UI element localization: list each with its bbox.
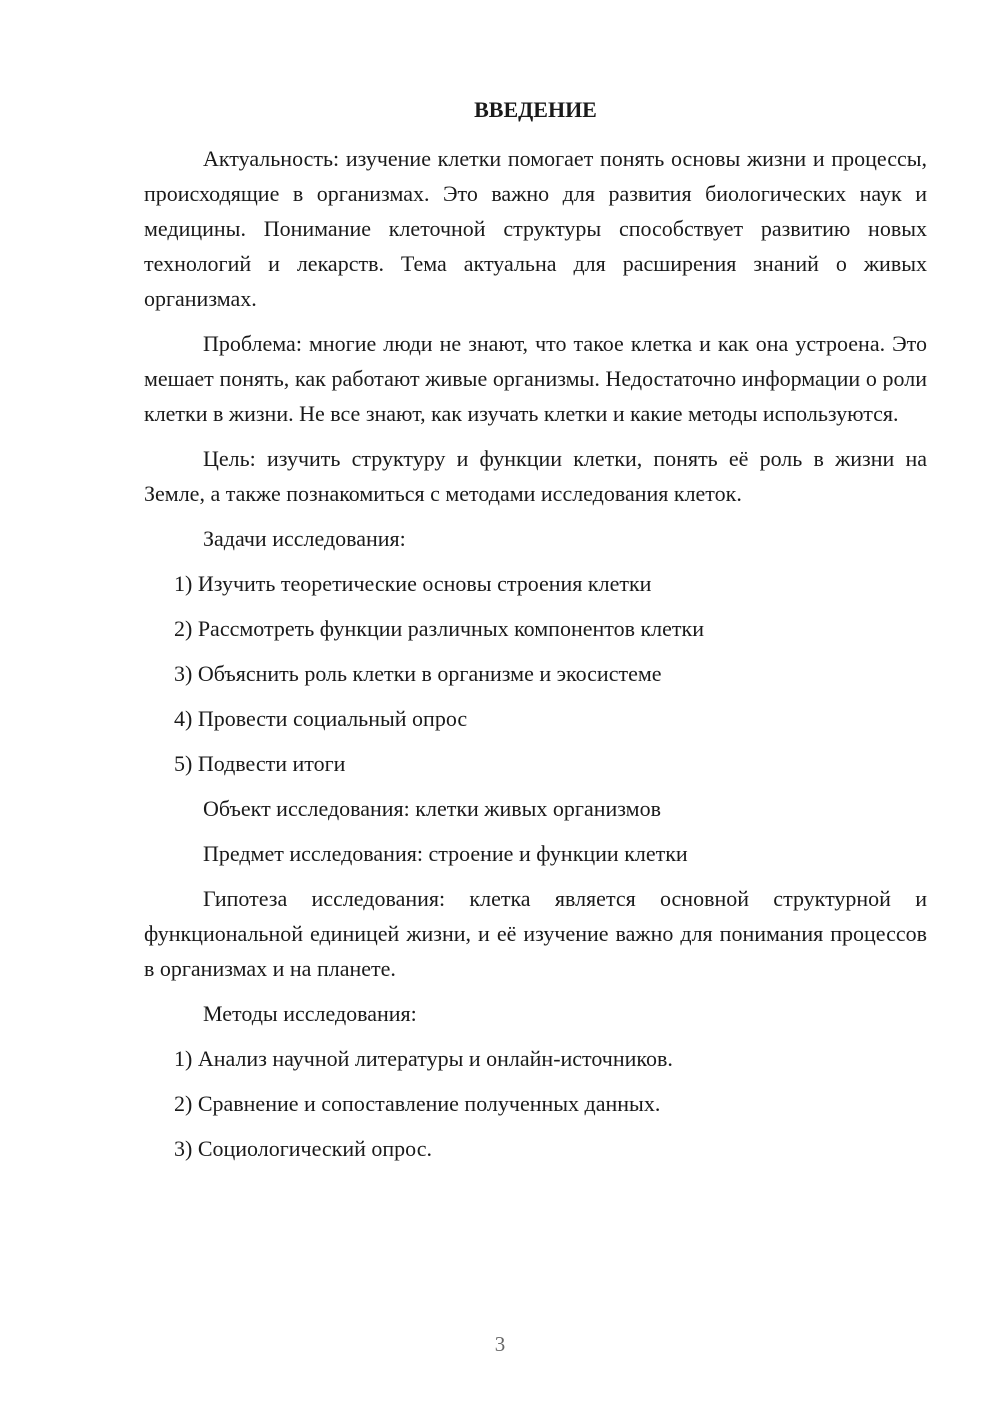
task-item: 1) Изучить теоретические основы строения клетки <box>174 571 652 596</box>
task-item: 3) Объяснить роль клетки в организме и экосистеме <box>174 661 662 686</box>
relevance-paragraph: Актуальность: изучение клетки помогает понять основы жизни и процессы, происходящие в организмах. Это важно для развития биологических наук и медицины. Понимание клеточной структуры способствует развитию новых технологий и лекарств. Тема актуальна для расширения знаний о живых организмах. <box>144 146 927 311</box>
method-item: 2) Сравнение и сопоставление полученных данных. <box>174 1091 661 1116</box>
problem-paragraph: Проблема: многие люди не знают, что такое клетка и как она устроена. Это мешает понять, как работают живые организмы. Недостаточно информации о роли клетки в жизни. Не все знают, как изучать клетки и какие методы используются. <box>144 331 927 426</box>
page-number: 3 <box>494 1332 506 1356</box>
research-object: Объект исследования: клетки живых организмов <box>203 796 661 821</box>
tasks-heading: Задачи исследования: <box>203 526 406 551</box>
task-item: 4) Провести социальный опрос <box>174 706 468 731</box>
task-item: 5) Подвести итоги <box>174 751 346 776</box>
page-title: ВВЕДЕНИЕ <box>474 97 597 122</box>
method-item: 1) Анализ научной литературы и онлайн-источников. <box>174 1046 673 1071</box>
goal-paragraph: Цель: изучить структуру и функции клетки, понять её роль в жизни на Земле, а также познакомиться с методами исследования клеток. <box>144 446 927 506</box>
research-subject: Предмет исследования: строение и функции клетки <box>203 841 688 866</box>
hypothesis-paragraph: Гипотеза исследования: клетка является основной структурной и функциональной единицей жизни, и её изучение важно для понимания процессов в организмах и на планете. <box>144 886 927 981</box>
method-item: 3) Социологический опрос. <box>174 1136 432 1161</box>
task-item: 2) Рассмотреть функции различных компонентов клетки <box>174 616 704 641</box>
methods-heading: Методы исследования: <box>203 1001 417 1026</box>
document-page <box>144 92 927 1176</box>
